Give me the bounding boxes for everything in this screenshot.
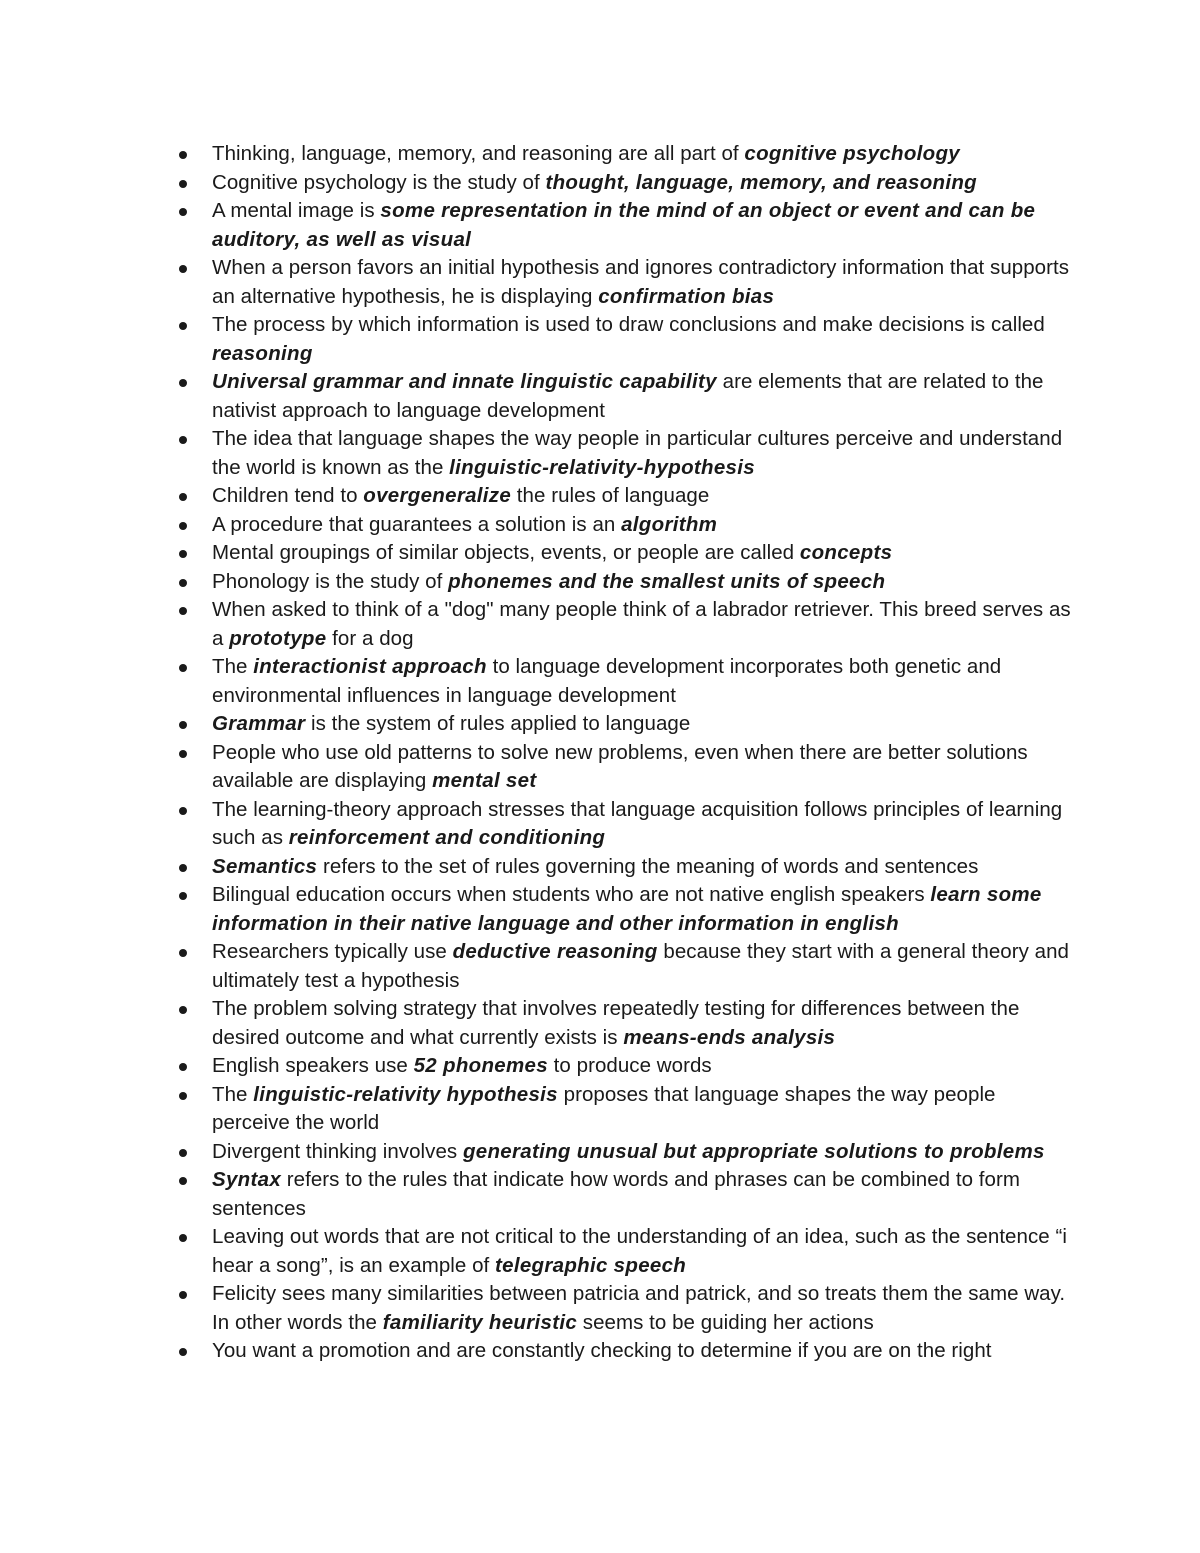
bold-term: prototype (229, 626, 327, 650)
body-text: is the system of rules applied to language (305, 712, 691, 735)
body-text: proposes that language shapes the way people perceive the world (212, 1082, 996, 1134)
body-text: The problem solving strategy that involves repeatedly testing for differences between the desired outcome and what currently exists is (212, 997, 1020, 1049)
body-text: Researchers typically use (212, 940, 453, 963)
list-item (212, 739, 1072, 796)
body-text: to produce words (547, 1054, 712, 1077)
list-item (212, 140, 1072, 169)
list-item (212, 169, 1072, 198)
list-item (212, 311, 1072, 368)
list-item (212, 1052, 1072, 1081)
body-text: for a dog (326, 626, 414, 650)
list-item (212, 1223, 1072, 1280)
body-text: to language development incorporates both genetic and environmental influences in language development (212, 655, 1002, 707)
list-item (212, 254, 1072, 311)
list-item (212, 710, 1072, 739)
body-text: The process by which information is used to draw conclusions and make decisions is called (212, 313, 1045, 336)
list-item (212, 1138, 1072, 1167)
bold-term: linguistic-relativity hypothesis (253, 1082, 558, 1106)
list-item (212, 568, 1072, 597)
list-item (212, 197, 1072, 254)
bold-term: concepts (799, 541, 893, 564)
body-text: Mental groupings of similar objects, events, or people are called (212, 541, 800, 564)
body-text: Children tend to (212, 484, 364, 507)
body-text: are elements that are related to the nativist approach to language development (212, 370, 1044, 422)
bold-term: Grammar (212, 712, 306, 735)
body-text: Felicity sees many similarities between patricia and patrick, and so treats them the same way. In other words the (212, 1282, 1066, 1334)
bold-term: confirmation bias (598, 284, 775, 308)
body-text: Phonology is the study of (212, 569, 449, 593)
body-text: seems to be guiding her actions (577, 1310, 874, 1334)
list-item (212, 511, 1072, 540)
bold-term: linguistic-relativity-hypothesis (449, 455, 755, 479)
body-text: When a person favors an initial hypothesis and ignores contradictory information that supports an alternative hypothesis, he is displaying (212, 256, 1070, 308)
bold-term: thought, language, memory, and reasoning (545, 170, 977, 194)
bold-term: cognitive psychology (744, 142, 961, 165)
list-item (212, 653, 1072, 710)
list-item (212, 539, 1072, 568)
bold-term: reinforcement and conditioning (288, 826, 606, 849)
body-text: When asked to think of a "dog" many people think of a labrador retriever. This breed serves as a (212, 598, 1071, 650)
body-text: refers to the rules that indicate how words and phrases can be combined to form sentences (212, 1168, 1021, 1220)
body-text: Cognitive psychology is the study of (212, 170, 546, 194)
body-text: The idea that language shapes the way people in particular cultures perceive and understand the world is known as the (212, 427, 1063, 479)
bold-term: deductive reasoning (452, 940, 658, 963)
body-text: The (212, 655, 254, 678)
bold-term: overgeneralize (363, 484, 512, 507)
bold-term: mental set (432, 769, 537, 792)
list-item (212, 881, 1072, 938)
body-text: People who use old patterns to solve new problems, even when there are better solutions available are displaying (212, 740, 1028, 792)
bold-term: familiarity heuristic (382, 1310, 578, 1334)
bold-term: generating unusual but appropriate solutions to problems (462, 1139, 1045, 1163)
list-item (212, 796, 1072, 853)
body-text: The (212, 1082, 254, 1106)
body-text: because they start with a general theory and ultimately test a hypothesis (212, 940, 1069, 992)
body-text: Thinking, language, memory, and reasoning are all part of (212, 142, 745, 165)
bold-term: 52 phonemes (413, 1054, 548, 1077)
list-item (212, 425, 1072, 482)
body-text: A procedure that guarantees a solution is an (212, 512, 622, 536)
list-item (212, 1337, 1072, 1366)
body-text: refers to the set of rules governing the meaning of words and sentences (317, 854, 979, 878)
list-item (212, 1280, 1072, 1337)
body-text: Divergent thinking involves (212, 1139, 463, 1163)
bullet-list (212, 140, 1072, 1366)
body-text: Leaving out words that are not critical to the understanding of an idea, such as the sentence “i hear a song”, is an example of (212, 1225, 1067, 1277)
body-text: A mental image is (212, 199, 381, 222)
body-text: You want a promotion and are constantly checking to determine if you are on the right (212, 1339, 992, 1362)
list-item (212, 482, 1072, 511)
list-item (212, 1081, 1072, 1138)
list-item (212, 1166, 1072, 1223)
bold-term: reasoning (212, 341, 313, 365)
bold-term: Syntax (212, 1168, 282, 1191)
body-text: English speakers use (212, 1054, 414, 1077)
bold-term: algorithm (621, 512, 718, 536)
bold-term: Universal grammar and innate linguistic capability (212, 370, 717, 393)
body-text: The learning-theory approach stresses that language acquisition follows principles of learning such as (212, 797, 1063, 849)
bold-term: phonemes and the smallest units of speech (448, 569, 886, 593)
bold-term: interactionist approach (253, 655, 487, 678)
bold-term: some representation in the mind of an object or event and can be auditory, as well as visual (212, 199, 1036, 251)
list-item (212, 853, 1072, 882)
bold-term: means-ends analysis (623, 1025, 836, 1049)
body-text: Bilingual education occurs when students who are not native english speakers (212, 883, 931, 906)
list-item (212, 995, 1072, 1052)
bold-term: learn some information in their native language and other information in english (212, 883, 1042, 935)
list-item (212, 596, 1072, 653)
list-item (212, 368, 1072, 425)
body-text: the rules of language (511, 484, 710, 507)
list-item (212, 938, 1072, 995)
bold-term: telegraphic speech (495, 1253, 687, 1277)
bold-term: Semantics (212, 854, 318, 878)
